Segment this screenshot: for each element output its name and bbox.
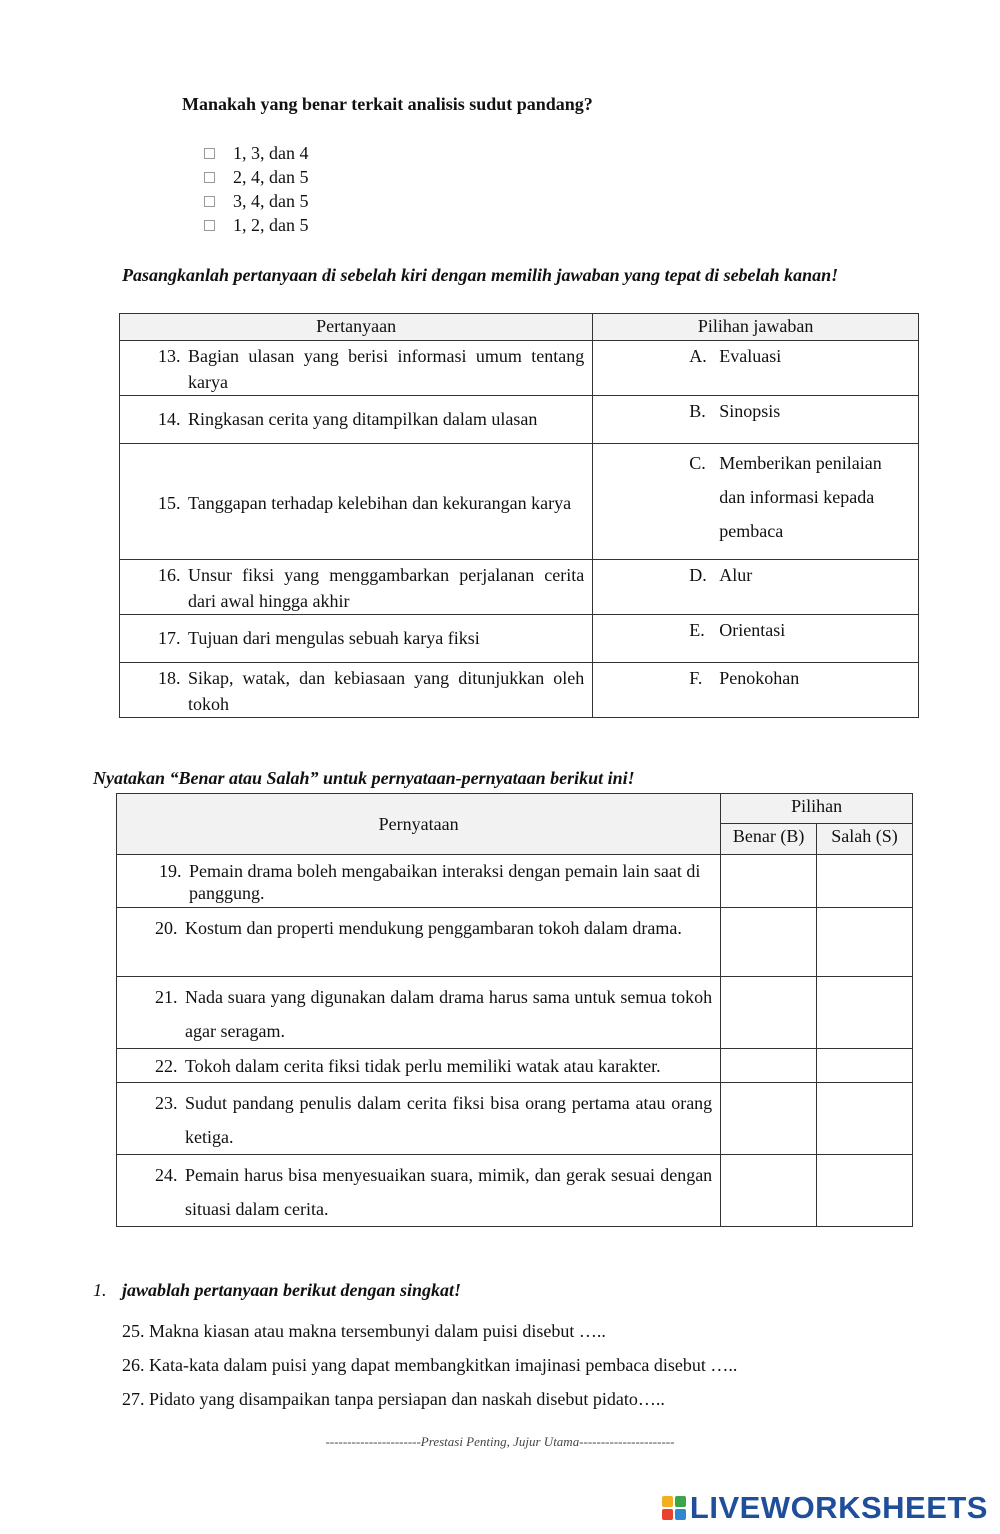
- matching-question[interactable]: [120, 615, 593, 663]
- benar-cell[interactable]: [721, 1155, 817, 1227]
- section-number: 1.: [93, 1280, 107, 1300]
- statement-number: 23.: [155, 1093, 178, 1113]
- statement-number: 19.: [159, 861, 182, 881]
- question-text: Ringkasan cerita yang ditampilkan dalam ulasan: [188, 409, 538, 429]
- matching-answer[interactable]: [593, 663, 919, 718]
- mc-options: [202, 141, 309, 237]
- statement-number: 24.: [155, 1165, 178, 1185]
- mc-option-label: 1, 3, dan 4: [233, 143, 309, 163]
- benar-cell[interactable]: [721, 1049, 817, 1083]
- matching-answer[interactable]: [593, 396, 919, 444]
- statement-text: Tokoh dalam cerita fiksi tidak perlu memiliki watak atau karakter.: [185, 1056, 661, 1076]
- short-answer-item[interactable]: 26. Kata-kata dalam puisi yang dapat membangkitkan imajinasi pembaca disebut …..: [122, 1355, 738, 1375]
- answer-letter: B.: [689, 401, 706, 421]
- matching-answer[interactable]: [593, 615, 919, 663]
- mc-option[interactable]: [202, 213, 309, 237]
- benar-cell[interactable]: [721, 855, 817, 908]
- statement-number: 21.: [155, 987, 178, 1007]
- statement-text: Nada suara yang digunakan dalam drama harus sama untuk semua tokoh agar seragam.: [185, 987, 713, 1041]
- checkbox[interactable]: [204, 220, 215, 231]
- statement-text: Pemain harus bisa menyesuaikan suara, mimik, dan gerak sesuai dengan situasi dalam cerita.: [185, 1165, 713, 1219]
- matching-question[interactable]: [120, 444, 593, 560]
- salah-cell[interactable]: [817, 1155, 913, 1227]
- matching-question[interactable]: [120, 560, 593, 615]
- answer-letter: F.: [689, 668, 703, 688]
- short-answer-item[interactable]: 27. Pidato yang disampaikan tanpa persiapan dan naskah disebut pidato…..: [122, 1389, 665, 1409]
- salah-cell[interactable]: [817, 1049, 913, 1083]
- statement-cell: [117, 977, 721, 1049]
- matching-answer[interactable]: [593, 560, 919, 615]
- benar-cell[interactable]: [721, 1083, 817, 1155]
- statement-cell: [117, 1155, 721, 1227]
- answer-text: Evaluasi: [719, 346, 782, 366]
- checkbox[interactable]: [204, 148, 215, 159]
- answer-letter: E.: [689, 620, 705, 640]
- mc-question: Manakah yang benar terkait analisis sudut pandang?: [182, 94, 593, 114]
- logo-block: [675, 1496, 686, 1507]
- checkbox[interactable]: [204, 172, 215, 183]
- answer-text: Alur: [719, 565, 753, 585]
- header-pilihan: Pilihan: [721, 794, 913, 824]
- statement-cell: [117, 855, 721, 908]
- answer-text: Penokohan: [719, 668, 800, 688]
- question-text: Tanggapan terhadap kelebihan dan kekurangan karya: [188, 492, 572, 513]
- matching-answer[interactable]: [593, 341, 919, 396]
- question-text: Sikap, watak, dan kebiasaan yang ditunjukkan oleh tokoh: [188, 668, 585, 714]
- question-number: 18.: [158, 668, 181, 688]
- matching-table: [119, 313, 919, 718]
- mc-option[interactable]: [202, 189, 309, 213]
- short-answer-item[interactable]: 25. Makna kiasan atau makna tersembunyi dalam puisi disebut …..: [122, 1321, 606, 1341]
- answer-text: Memberikan penilaian dan informasi kepada pembaca: [719, 453, 882, 541]
- salah-cell[interactable]: [817, 1083, 913, 1155]
- logo-block: [662, 1509, 673, 1520]
- logo-text: LIVEWORKSHEETS: [689, 1490, 988, 1525]
- question-text: Bagian ulasan yang berisi informasi umum tentang karya: [188, 346, 585, 392]
- answer-letter: A.: [689, 346, 707, 366]
- matching-question[interactable]: [120, 341, 593, 396]
- header-benar: Benar (B): [721, 824, 817, 855]
- logo-blocks-icon: [662, 1496, 686, 1520]
- salah-cell[interactable]: [817, 855, 913, 908]
- matching-instruction: Pasangkanlah pertanyaan di sebelah kiri dengan memilih jawaban yang tepat di sebelah kanan!: [122, 265, 839, 285]
- header-pertanyaan: Pertanyaan: [120, 314, 593, 341]
- mc-option[interactable]: [202, 141, 309, 165]
- answer-text: Orientasi: [719, 620, 786, 640]
- question-number: 16.: [158, 565, 181, 585]
- question-text: Tujuan dari mengulas sebuah karya fiksi: [188, 628, 480, 648]
- checkbox[interactable]: [204, 196, 215, 207]
- statement-text: Sudut pandang penulis dalam cerita fiksi bisa orang pertama atau orang ketiga.: [185, 1093, 713, 1147]
- truefalse-table: [116, 793, 913, 1227]
- answer-letter: D.: [689, 565, 707, 585]
- footer-motto: ----------------------Prestasi Penting, Jujur Utama----------------------: [325, 1434, 675, 1449]
- logo-block: [675, 1509, 686, 1520]
- question-number: 15.: [158, 492, 181, 513]
- mc-option-label: 3, 4, dan 5: [233, 191, 309, 211]
- question-number: 17.: [158, 628, 181, 648]
- instruction-text: jawablah pertanyaan berikut dengan singkat!: [122, 1280, 462, 1300]
- question-text: Unsur fiksi yang menggambarkan perjalanan cerita dari awal hingga akhir: [188, 565, 585, 611]
- benar-cell[interactable]: [721, 977, 817, 1049]
- benar-cell[interactable]: [721, 908, 817, 977]
- short-answer-list: [122, 1314, 737, 1416]
- logo-block: [662, 1496, 673, 1507]
- statement-number: 20.: [155, 918, 178, 938]
- matching-question[interactable]: [120, 396, 593, 444]
- statement-text: Pemain drama boleh mengabaikan interaksi dengan pemain lain saat di panggung.: [189, 861, 701, 903]
- mc-option-label: 2, 4, dan 5: [233, 167, 309, 187]
- statement-cell: [117, 1049, 721, 1083]
- liveworksheets-logo: [662, 1490, 988, 1526]
- matching-question[interactable]: [120, 663, 593, 718]
- header-pilihan-jawaban: Pilihan jawaban: [593, 314, 919, 341]
- salah-cell[interactable]: [817, 908, 913, 977]
- statement-text: Kostum dan properti mendukung penggambaran tokoh dalam drama.: [185, 918, 682, 938]
- question-number: 14.: [158, 409, 181, 429]
- statement-cell: [117, 908, 721, 977]
- answer-letter: C.: [689, 453, 706, 473]
- mc-option[interactable]: [202, 165, 309, 189]
- statement-cell: [117, 1083, 721, 1155]
- truefalse-instruction: Nyatakan “Benar atau Salah” untuk pernyataan-pernyataan berikut ini!: [93, 768, 635, 788]
- short-answer-instruction: [93, 1280, 461, 1301]
- question-number: 13.: [158, 346, 181, 366]
- matching-answer[interactable]: [593, 444, 919, 560]
- header-pernyataan: Pernyataan: [117, 794, 721, 855]
- header-salah: Salah (S): [817, 824, 913, 855]
- answer-text: Sinopsis: [719, 401, 781, 421]
- salah-cell[interactable]: [817, 977, 913, 1049]
- mc-option-label: 1, 2, dan 5: [233, 215, 309, 235]
- statement-number: 22.: [155, 1056, 178, 1076]
